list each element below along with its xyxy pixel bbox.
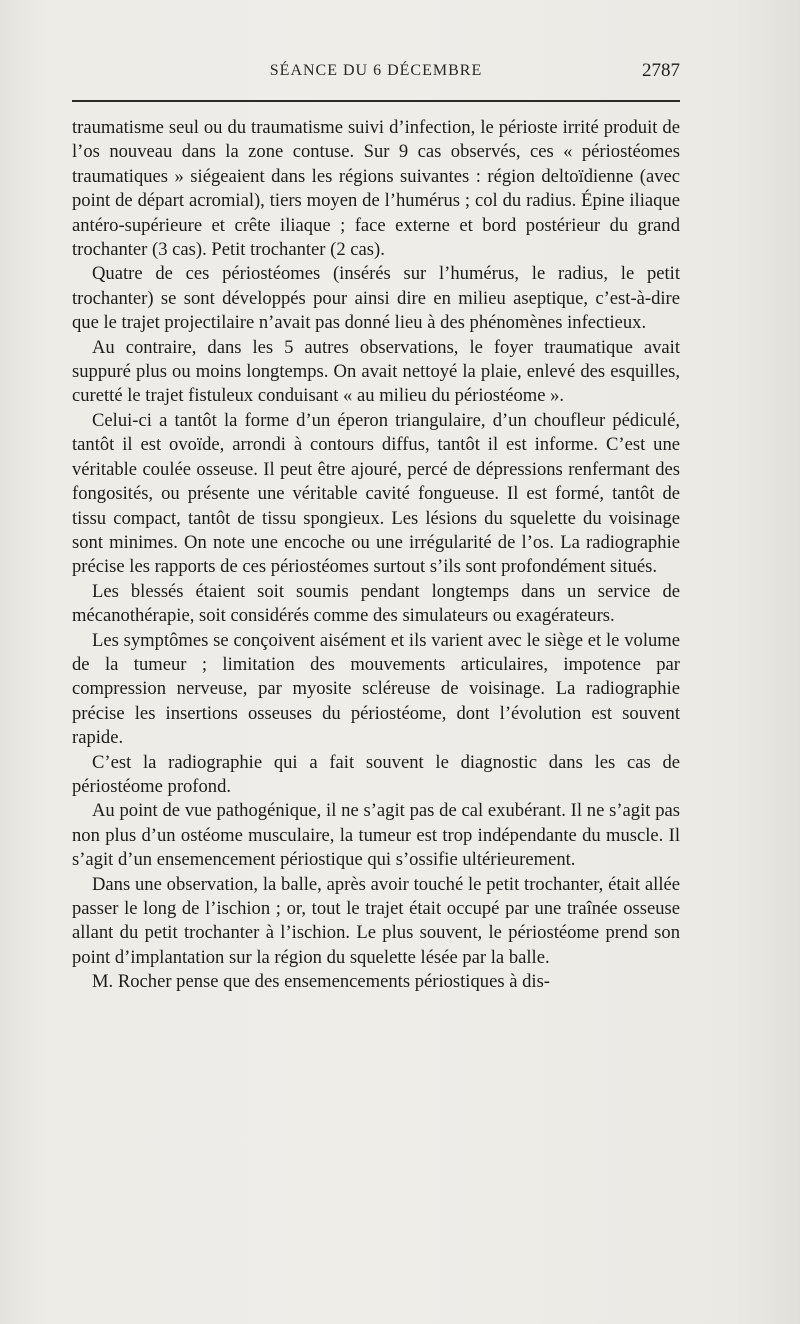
paragraph: Au contraire, dans les 5 autres observations, le foyer traumatique avait suppuré plus ou moins longtemps. On avait nettoyé la plaie, enlevé des esquilles, curetté le trajet fistuleux conduisant « au milieu du périostéome ». <box>72 336 680 407</box>
paragraph: M. Rocher pense que des ensemencements périostiques à dis- <box>92 971 550 993</box>
paragraph: Au point de vue pathogénique, il ne s’agit pas de cal exubérant. Il ne s’agit pas non plus d’un ostéome musculaire, la tumeur est trop indépendante du muscle. Il s’agit d’un ensemencement périostique qui s’ossifie ultérieurement. <box>72 800 680 871</box>
paragraph: Quatre de ces périostéomes (insérés sur l’humérus, le radius, le petit trochanter) se sont développés pour ainsi dire en milieu aseptique, c’est-à-dire que le trajet projectilaire n’avait pas donné lieu à des phénomènes infectieux. <box>72 263 680 334</box>
paragraph: Dans une observation, la balle, après avoir touché le petit trochanter, était allée passer le long de l’ischion ; or, tout le trajet était occupé par une traînée osseuse allant du petit trochanter à l’ischion. Le plus souvent, le périostéome prend son point d’implantation sur la région du squelette lésée par la balle. <box>72 873 680 968</box>
running-head <box>72 62 680 86</box>
body-text <box>72 116 680 995</box>
header-rule <box>72 100 680 102</box>
paragraph: Celui-ci a tantôt la forme d’un éperon triangulaire, d’un choufleur pédiculé, tantôt il est ovoïde, arrondi à contours diffus, tantôt il est informe. C’est une véritable coulée osseuse. Il peut être ajouré, percé de dépressions renfermant des fongosités, ou présente une véritable cavité fongueuse. Il est formé, tantôt de tissu compact, tantôt de tissu spongieux. Les lésions du squelette du voisinage sont minimes. On note une encoche ou une irrégularité de l’os. La radiographie précise les rapports de ces périostéomes surtout s’ils sont profondément situés. <box>72 409 680 578</box>
paragraph: Les symptômes se conçoivent aisément et ils varient avec le siège et le volume de la tumeur ; limitation des mouvements articulaires, impotence par compression nerveuse, par myosite scléreuse de voisinage. La radiographie précise les insertions osseuses du périostéome, dont l’évolution est souvent rapide. <box>72 629 680 749</box>
paragraph: Les blessés étaient soit soumis pendant longtemps dans un service de mécanothérapie, soit considérés comme des simulateurs ou exagérateurs. <box>72 580 680 627</box>
paragraph: traumatisme seul ou du traumatisme suivi d’infection, le périoste irrité produit de l’os nouveau dans la zone contuse. Sur 9 cas observés, ces « périostéomes traumatiques » siégeaient dans les régions suivantes : région deltoïdienne (avec point de départ acromial), tiers moyen de l’humérus ; col du radius. Épine iliaque antéro-supérieure et crête iliaque ; face externe et bord postérieur du grand trochanter (3 cas). Petit trochanter (2 cas). <box>72 117 680 261</box>
page-number: 2787 <box>642 60 680 81</box>
running-title: SÉANCE DU 6 DÉCEMBRE <box>269 62 483 79</box>
paragraph: C’est la radiographie qui a fait souvent le diagnostic dans les cas de périostéome profond. <box>72 751 680 797</box>
